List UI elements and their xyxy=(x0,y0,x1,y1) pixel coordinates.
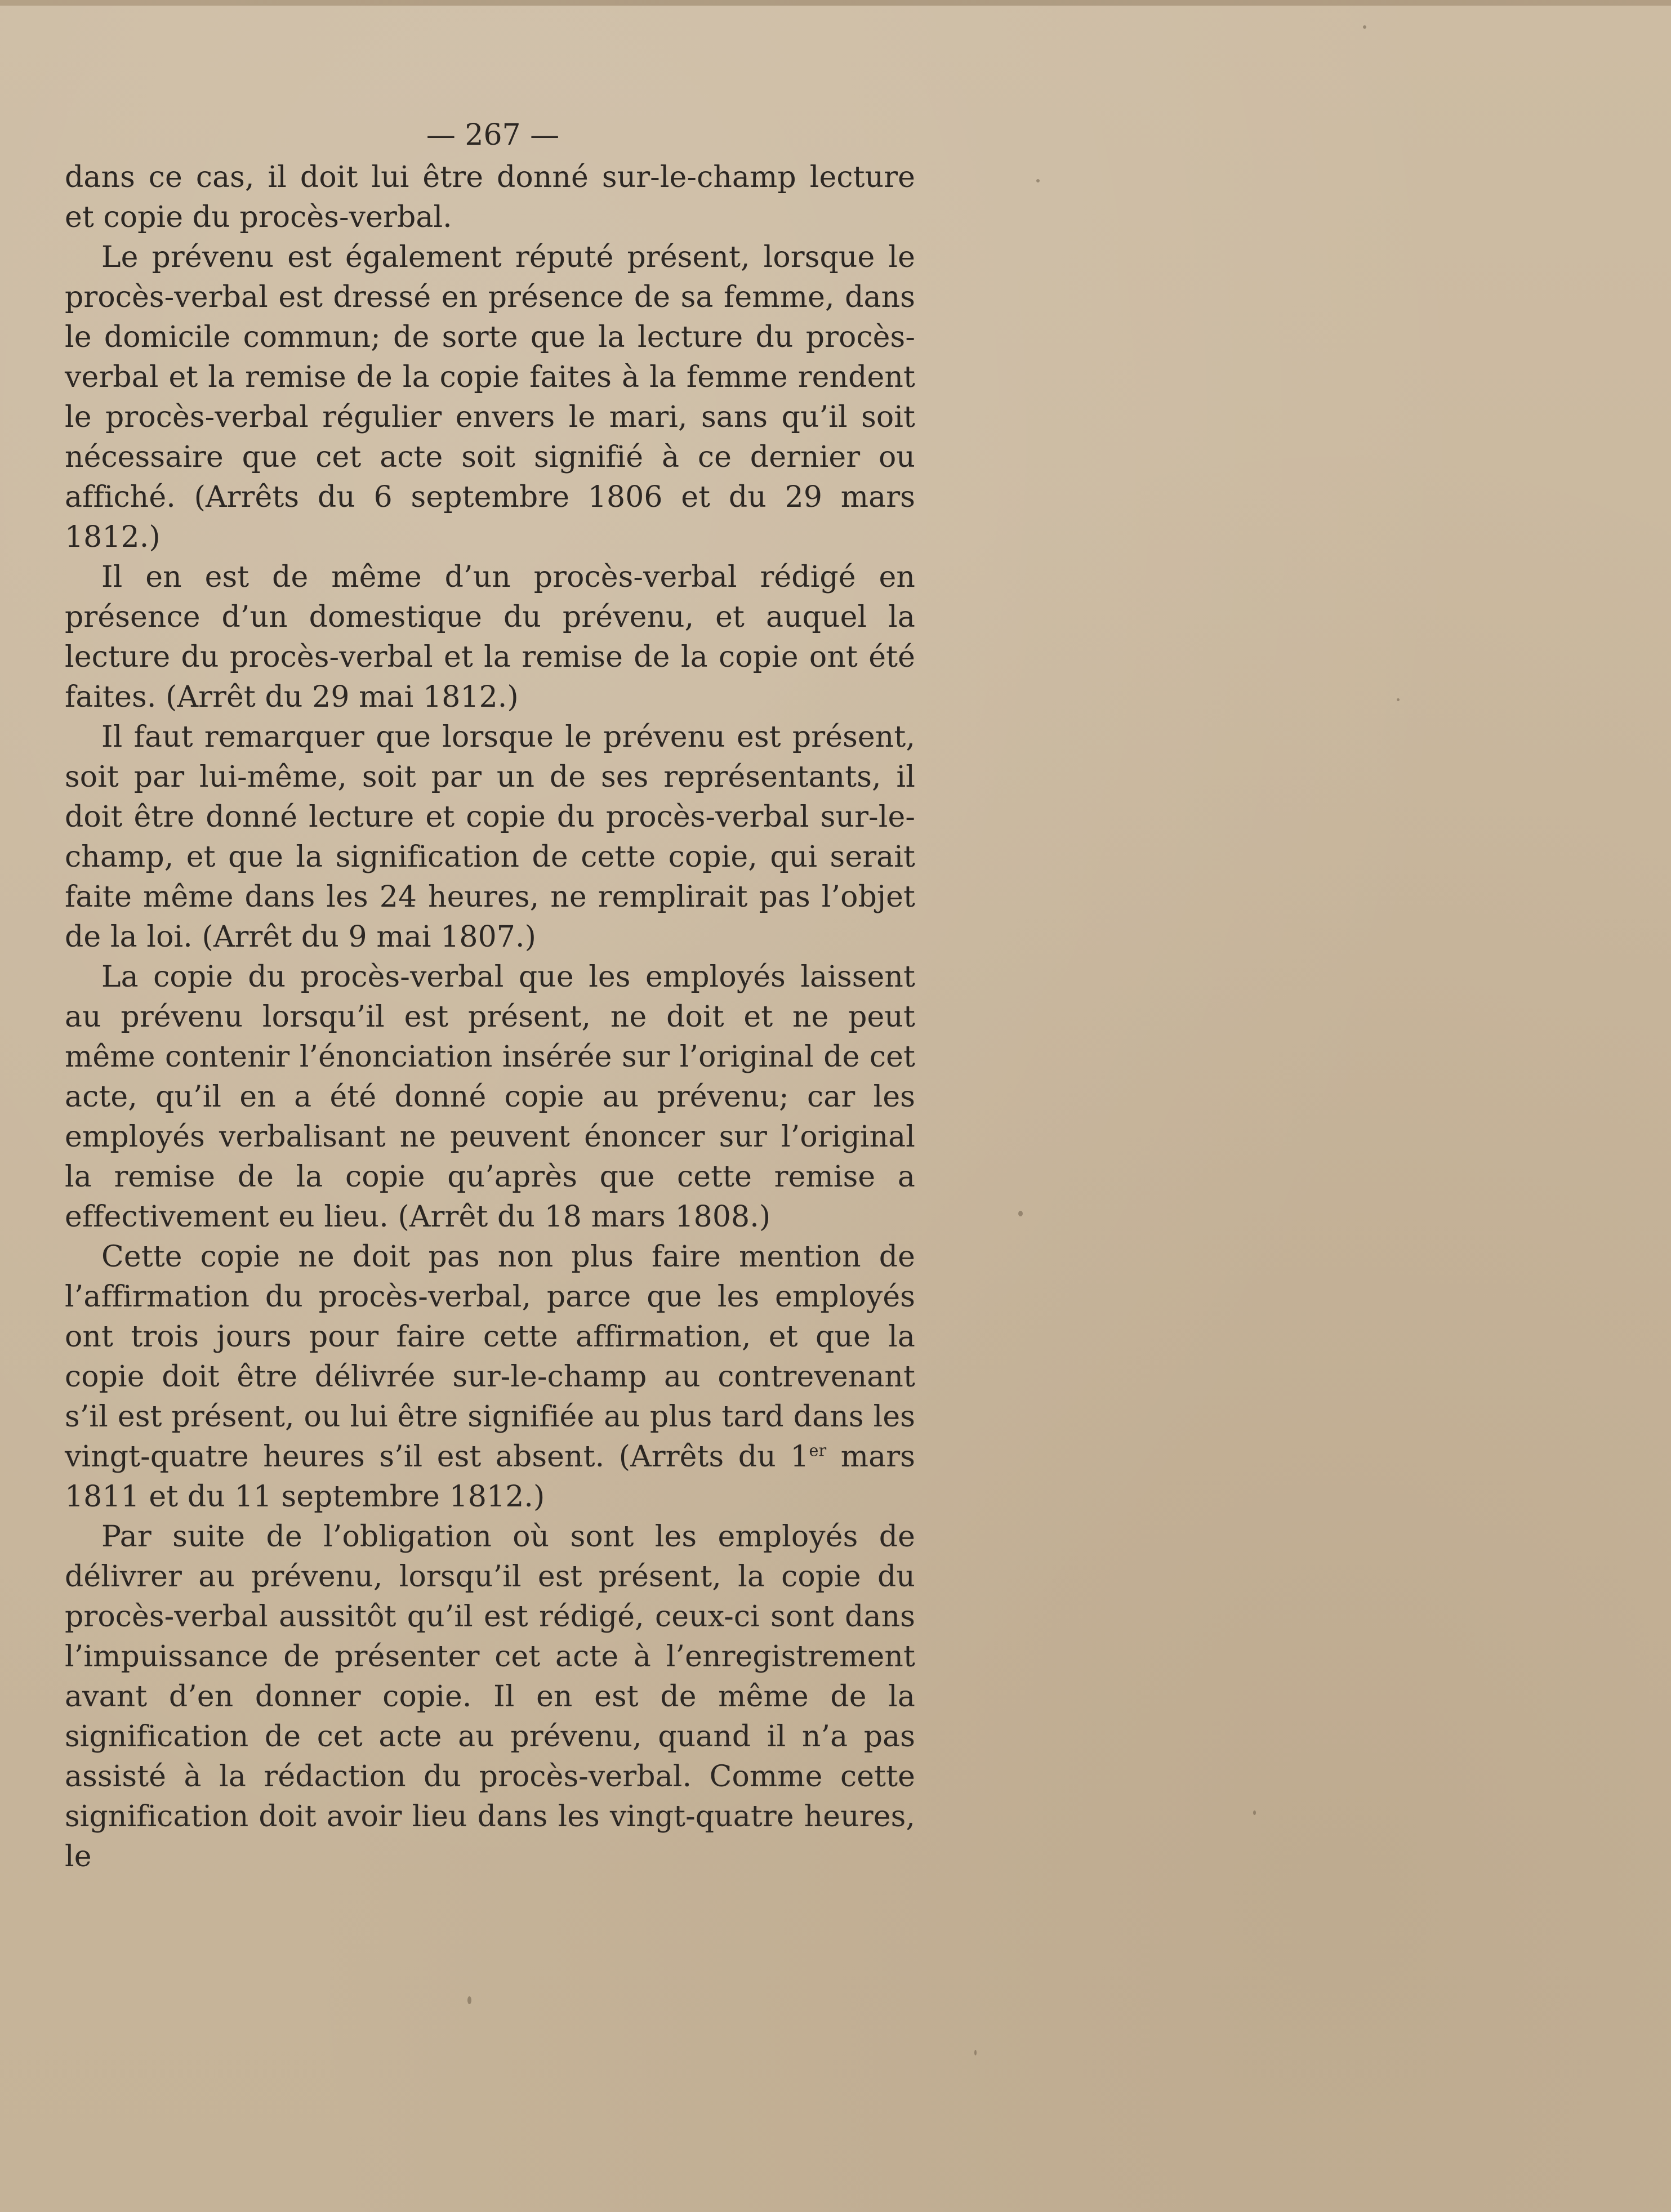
page-number: — 267 — xyxy=(426,118,560,152)
paper-speck xyxy=(1036,179,1040,182)
body-text xyxy=(65,158,915,1877)
paragraph-registration: Par suite de l’obligation où sont les employés de délivrer au prévenu, lorsqu’il est présent, la copie du procès-verbal aussitôt qu’il est rédigé, ceux-ci sont dans l’impuissance de présenter cet acte à l’enregistrement avant d’en donner copie. Il en est de même de la signification de cet acte au prévenu, quand il n’a pas assisté à la rédaction du procès-verbal. Comme cette signification doit avoir lieu dans les vingt-quatre heures, le xyxy=(65,1520,915,1874)
paragraph-immediate-reading: Il faut remarquer que lorsque le prévenu est présent, soit par lui-même, soit par un de ses représentants, il doit être donné lecture et copie du procès-verbal sur-le-champ, et que la signification de cette copie, qui serait faite même dans les 24 heures, ne remplirait pas l’objet de la loi. (Arrêt du 9 mai 1807.) xyxy=(65,720,915,954)
affirmation-text-end: mars 1811 et du 11 septembre 1812.) xyxy=(65,1440,915,1514)
paragraph-domestic-presence: Il en est de même d’un procès-verbal rédigé en présence d’un domestique du prévenu, et auquel la lecture du procès-verbal et la remise de la copie ont été faites. (Arrêt du 29 mai 1812.) xyxy=(65,560,915,714)
paragraph-wife-presence: Le prévenu est également réputé présent, lorsque le procès-verbal est dressé en présence de sa femme, dans le domicile commun; de sorte que la lecture du procès-verbal et la remise de la copie faites à la femme rendent le procès-verbal régulier envers le mari, sans qu’il soit nécessaire que cet acte soit signifié à ce dernier ou affiché. (Arrêts du 6 septembre 1806 et du 29 mars 1812.) xyxy=(65,240,915,554)
paper-speck xyxy=(1363,25,1366,29)
paragraph-continuation: dans ce cas, il doit lui être donné sur-le-champ lecture et copie du procès-verbal. xyxy=(65,160,915,234)
paper-speck xyxy=(1018,1211,1023,1216)
paper-speck xyxy=(1253,1810,1256,1815)
paragraph-affirmation xyxy=(65,1237,915,1517)
affirmation-text: Cette copie ne doit pas non plus faire mention de l’affirmation du procès-verbal, parce que les employés ont trois jours pour faire cette affirmation, et que la copie doit être délivrée sur-le-champ au contrevenant s’il est présent, ou lui être signifiée au plus tard dans les vingt-quatre heures s’il est absent. (Arrêts du 1 xyxy=(65,1240,915,1474)
page-top-edge xyxy=(0,0,1671,6)
paragraph-copy-content: La copie du procès-verbal que les employés laissent au prévenu lorsqu’il est présent, ne doit et ne peut même contenir l’énonciation insérée sur l’original de cet acte, qu’il en a été donné copie au prévenu; car les employés verbalisant ne peuvent énoncer sur l’original la remise de la copie qu’après que cette remise a effectivement eu lieu. (Arrêt du 18 mars 1808.) xyxy=(65,960,915,1234)
paper-speck xyxy=(467,1996,471,2004)
paper-speck xyxy=(1397,698,1400,701)
paper-speck xyxy=(974,2050,977,2055)
ordinal-superscript: er xyxy=(809,1441,827,1460)
